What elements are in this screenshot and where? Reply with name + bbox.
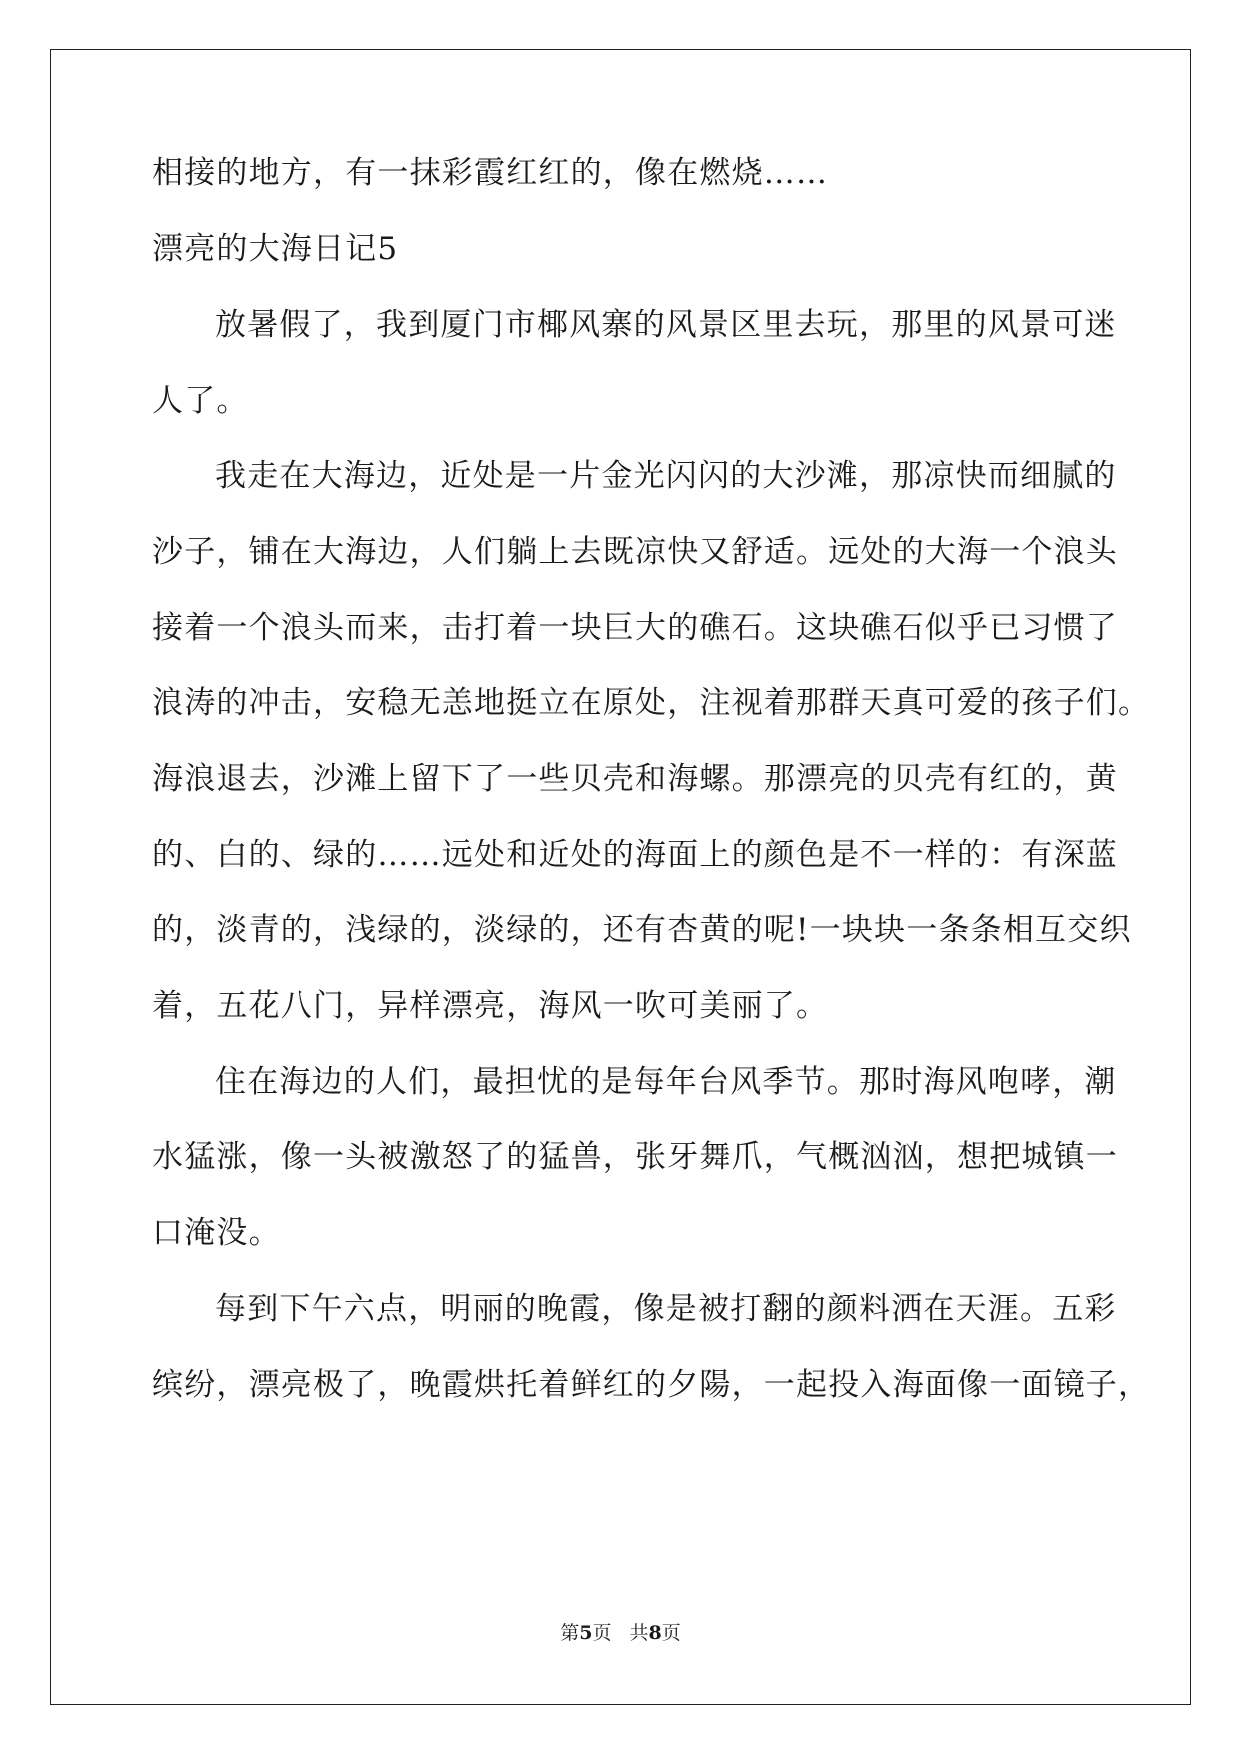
text-line: 缤纷，漂亮极了，晚霞烘托着鲜红的夕陽，一起投入海面像一面镜子，: [152, 1367, 1151, 1403]
footer-page-unit: 页: [592, 1622, 612, 1644]
page-footer: [0, 1621, 1241, 1645]
text-line: 的、白的、绿的……远处和近处的海面上的颜色是不一样的：有深蓝: [152, 837, 1118, 873]
text-line: 浪涛的冲击，安稳无恙地挺立在原处，注视着那群天真可爱的孩子们。: [152, 685, 1151, 721]
paragraph-first-line: 我走在大海边，近处是一片金光闪闪的大沙滩，那凉快而细腻的: [215, 458, 1117, 494]
footer-prefix: 第: [560, 1622, 580, 1644]
text-line: 着，五花八门，异样漂亮，海风一吹可美丽了。: [152, 988, 829, 1024]
text-line: 人了。: [152, 383, 249, 419]
text-line: 水猛涨，像一头被激怒了的猛兽，张牙舞爪，气概汹汹，想把城镇一: [152, 1139, 1118, 1175]
text-line: 接着一个浪头而来，击打着一块巨大的礁石。这块礁石似乎已习惯了: [152, 610, 1118, 646]
text-line: 口淹没。: [152, 1215, 281, 1251]
total-page-number: 8: [648, 1622, 662, 1644]
paragraph-first-line: 住在海边的人们，最担忧的是每年台风季节。那时海风咆哮，潮: [215, 1064, 1117, 1100]
paragraph-first-line: 每到下午六点，明丽的晚霞，像是被打翻的颜料洒在天涯。五彩: [215, 1291, 1117, 1327]
text-line: 的，淡青的，浅绿的，淡绿的，还有杏黄的呢!一块块一条条相互交织: [152, 912, 1132, 948]
text-line: 相接的地方，有一抹彩霞红红的，像在燃烧……: [152, 155, 829, 191]
current-page-number: 5: [579, 1622, 593, 1644]
text-line: 海浪退去，沙滩上留下了一些贝壳和海螺。那漂亮的贝壳有红的，黄: [152, 761, 1118, 797]
paragraph-first-line: 放暑假了，我到厦门市椰风寨的风景区里去玩，那里的风景可迷: [215, 307, 1117, 343]
page-border: [50, 49, 1191, 1705]
text-line: 沙子，铺在大海边，人们躺上去既凉快又舒适。远处的大海一个浪头: [152, 534, 1118, 570]
footer-total-prefix: 共: [629, 1622, 649, 1644]
footer-total-unit: 页: [661, 1622, 681, 1644]
section-title: 漂亮的大海日记5: [152, 231, 399, 267]
